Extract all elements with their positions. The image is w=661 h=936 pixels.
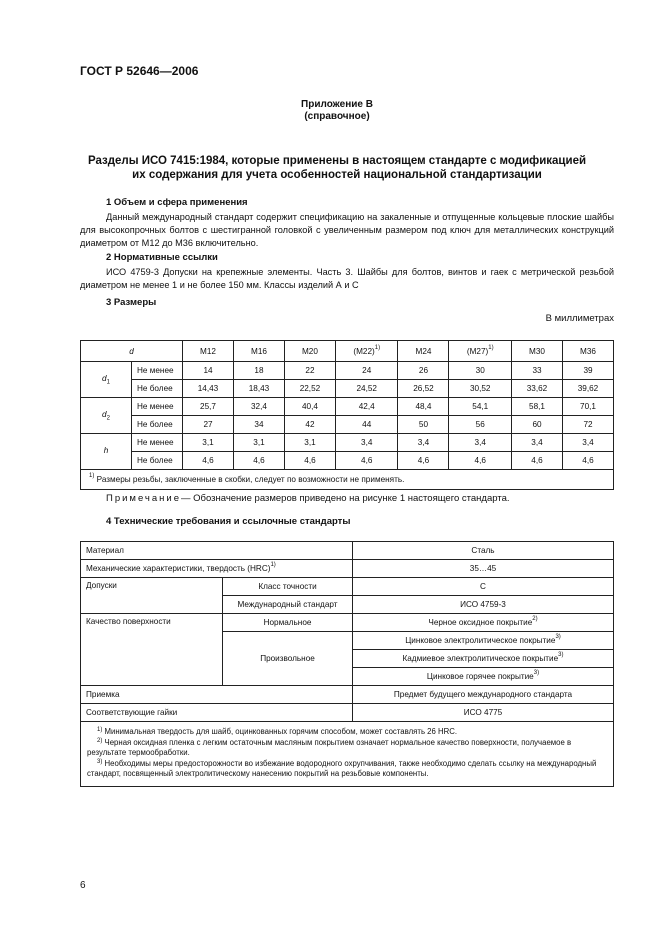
dimension-value: 40,4 [284,398,335,416]
dimension-value: 4,6 [449,452,512,470]
dimension-value: 22,52 [284,380,335,398]
dimension-value: 39,62 [562,380,613,398]
dimension-value: 4,6 [284,452,335,470]
dimension-value: 4,6 [512,452,563,470]
dimension-value: 3,4 [512,434,563,452]
dimension-value: 24,52 [335,380,398,398]
dimension-value: 34 [233,416,284,434]
dimension-value: 39 [562,362,613,380]
footnote-3: $^{3)}$ Необходимы меры предосторожности во избежание водородного охрупчивания, также необходимо сделать ссылку на международный стандарт, посвященный электролитическому нанесению покрытий на резьбовые компоненты. [87,758,597,778]
dimension-value: 27 [183,416,234,434]
dimension-row [81,398,614,416]
dimension-value: 33 [512,362,563,380]
limit-label: Не более [132,416,183,434]
annex-label: Приложение В [301,99,373,110]
dimension-symbol: $d_1$ [81,362,132,398]
dimension-value: 50 [398,416,449,434]
dimension-value: 32,4 [233,398,284,416]
limit-label: Не менее [132,362,183,380]
dimension-value: 26,52 [398,380,449,398]
dimension-value: 18 [233,362,284,380]
note-text: — Обозначение размеров приведено на рисунке 1 настоящего стандарта. [181,493,510,504]
dimension-value: 14 [183,362,234,380]
size-cell: М12 [183,341,234,362]
dimension-value: 72 [562,416,613,434]
dimension-row [81,434,614,452]
section-1-text: Данный международный стандарт содержит спецификацию на закаленные и отпущенные кольцевые плоские шайбы для высокопрочных болтов с шестигранной головкой с увеличенным размером под ключ для металлических конструкций диаметром от М12 до М36 включительно. [80,212,614,248]
units-note: В миллиметрах [545,313,614,324]
section-2-heading: 2 Нормативные ссылки [106,252,218,263]
dimensions-footnote: $^{1)}$ Размеры резьбы, заключенные в скобки, следует по возможности не применять. [81,470,614,490]
dimension-value: 54,1 [449,398,512,416]
limit-label: Не более [132,380,183,398]
dimension-value: 3,1 [183,434,234,452]
document-header: ГОСТ Р 52646—2006 [80,64,199,78]
nuts-row: Соответствующие гайки ИСО 4775 [81,704,614,722]
size-cell: М36 [562,341,613,362]
dimension-value: 30,52 [449,380,512,398]
limit-label: Не менее [132,398,183,416]
dimension-row [81,380,614,398]
dimension-value: 4,6 [398,452,449,470]
size-cell: М30 [512,341,563,362]
dimensions-header-row [81,341,614,362]
size-cell: $(М22)^{1)}$ [335,341,398,362]
annex-title [80,99,594,123]
surface-optional-row: Произвольное Цинковое электролитическое покрытие$^{3)}$ [81,632,614,650]
dimension-row [81,416,614,434]
size-cell: М16 [233,341,284,362]
size-cell: $(М27)^{1)}$ [449,341,512,362]
acceptance-row: Приемка Предмет будущего международного стандарта [81,686,614,704]
dimension-value: 18,43 [233,380,284,398]
note-label: Примечание [106,493,181,504]
surface-optional-row: Кадмиевое электролитическое покрытие$^{3)}$ [81,650,614,668]
requirements-footnotes [81,722,614,787]
dimension-value: 3,1 [233,434,284,452]
material-row: Материал Сталь [81,542,614,560]
dimension-value: 42 [284,416,335,434]
dimension-value: 3,4 [449,434,512,452]
dimension-value: 3,4 [562,434,613,452]
dimension-value: 25,7 [183,398,234,416]
annex-type: (справочное) [304,111,370,122]
dimension-value: 48,4 [398,398,449,416]
dimension-value: 70,1 [562,398,613,416]
dimension-symbol: $d_2$ [81,398,132,434]
d-header: d [81,341,183,362]
dimension-value: 33,62 [512,380,563,398]
main-title-line-2: их содержания для учета особенностей национальной стандартизации [132,169,542,181]
dimension-value: 4,6 [233,452,284,470]
main-title-line-1: Разделы ИСО 7415:1984, которые применены в настоящем стандарте с модификацией [87,155,587,167]
limit-label: Не менее [132,434,183,452]
dimension-value: 60 [512,416,563,434]
tolerance-standard-row: Международный стандарт ИСО 4759-3 [81,596,614,614]
dimension-value: 58,1 [512,398,563,416]
dimension-value: 42,4 [335,398,398,416]
section-4-heading: 4 Технические требования и ссылочные стандарты [106,516,351,527]
dimension-value: 4,6 [335,452,398,470]
footnote-1: $^{1)}$ Минимальная твердость для шайб, оцинкованных горячим способом, может составлять 26 HRC. [97,727,458,736]
dimension-row [81,362,614,380]
requirements-table [80,541,614,787]
dimensions-table [80,340,614,490]
dimension-value: 24 [335,362,398,380]
tolerance-class-row: Допуски Класс точности С [81,578,614,596]
dimension-value: 3,4 [335,434,398,452]
hardness-row: Механические характеристики, твердость (HRC)$^{1)}$ 35…45 [81,560,614,578]
dimension-value: 14,43 [183,380,234,398]
note [106,493,510,504]
surface-optional-row: Цинковое горячее покрытие$^{3)}$ [81,668,614,686]
section-3-heading: 3 Размеры [106,297,157,308]
section-1-heading: 1 Объем и сфера применения [106,197,248,208]
footnote-2: $^{2)}$ Черная оксидная пленка с легким остаточным масляным покрытием означает нормальное качество поверхности, получаемое в результате термообработки. [87,737,572,757]
dimension-value: 26 [398,362,449,380]
main-title [80,154,594,182]
size-cell: М24 [398,341,449,362]
dimension-value: 30 [449,362,512,380]
dimension-symbol: h [81,434,132,470]
dimension-value: 44 [335,416,398,434]
dimension-value: 22 [284,362,335,380]
size-cell: М20 [284,341,335,362]
dimension-value: 4,6 [183,452,234,470]
page-number: 6 [80,880,86,891]
dimension-value: 56 [449,416,512,434]
section-2-text: ИСО 4759-3 Допуски на крепежные элементы. Часть 3. Шайбы для болтов, винтов и гаек с метрической резьбой диаметром не менее 1 и не более 150 мм. Классы изделий А и С [80,267,614,290]
dimension-value: 3,4 [398,434,449,452]
surface-normal-row: Качество поверхности Нормальное Черное оксидное покрытие$^{2)}$ [81,614,614,632]
limit-label: Не более [132,452,183,470]
dimension-value: 3,1 [284,434,335,452]
dimension-row [81,452,614,470]
dimension-value: 4,6 [562,452,613,470]
